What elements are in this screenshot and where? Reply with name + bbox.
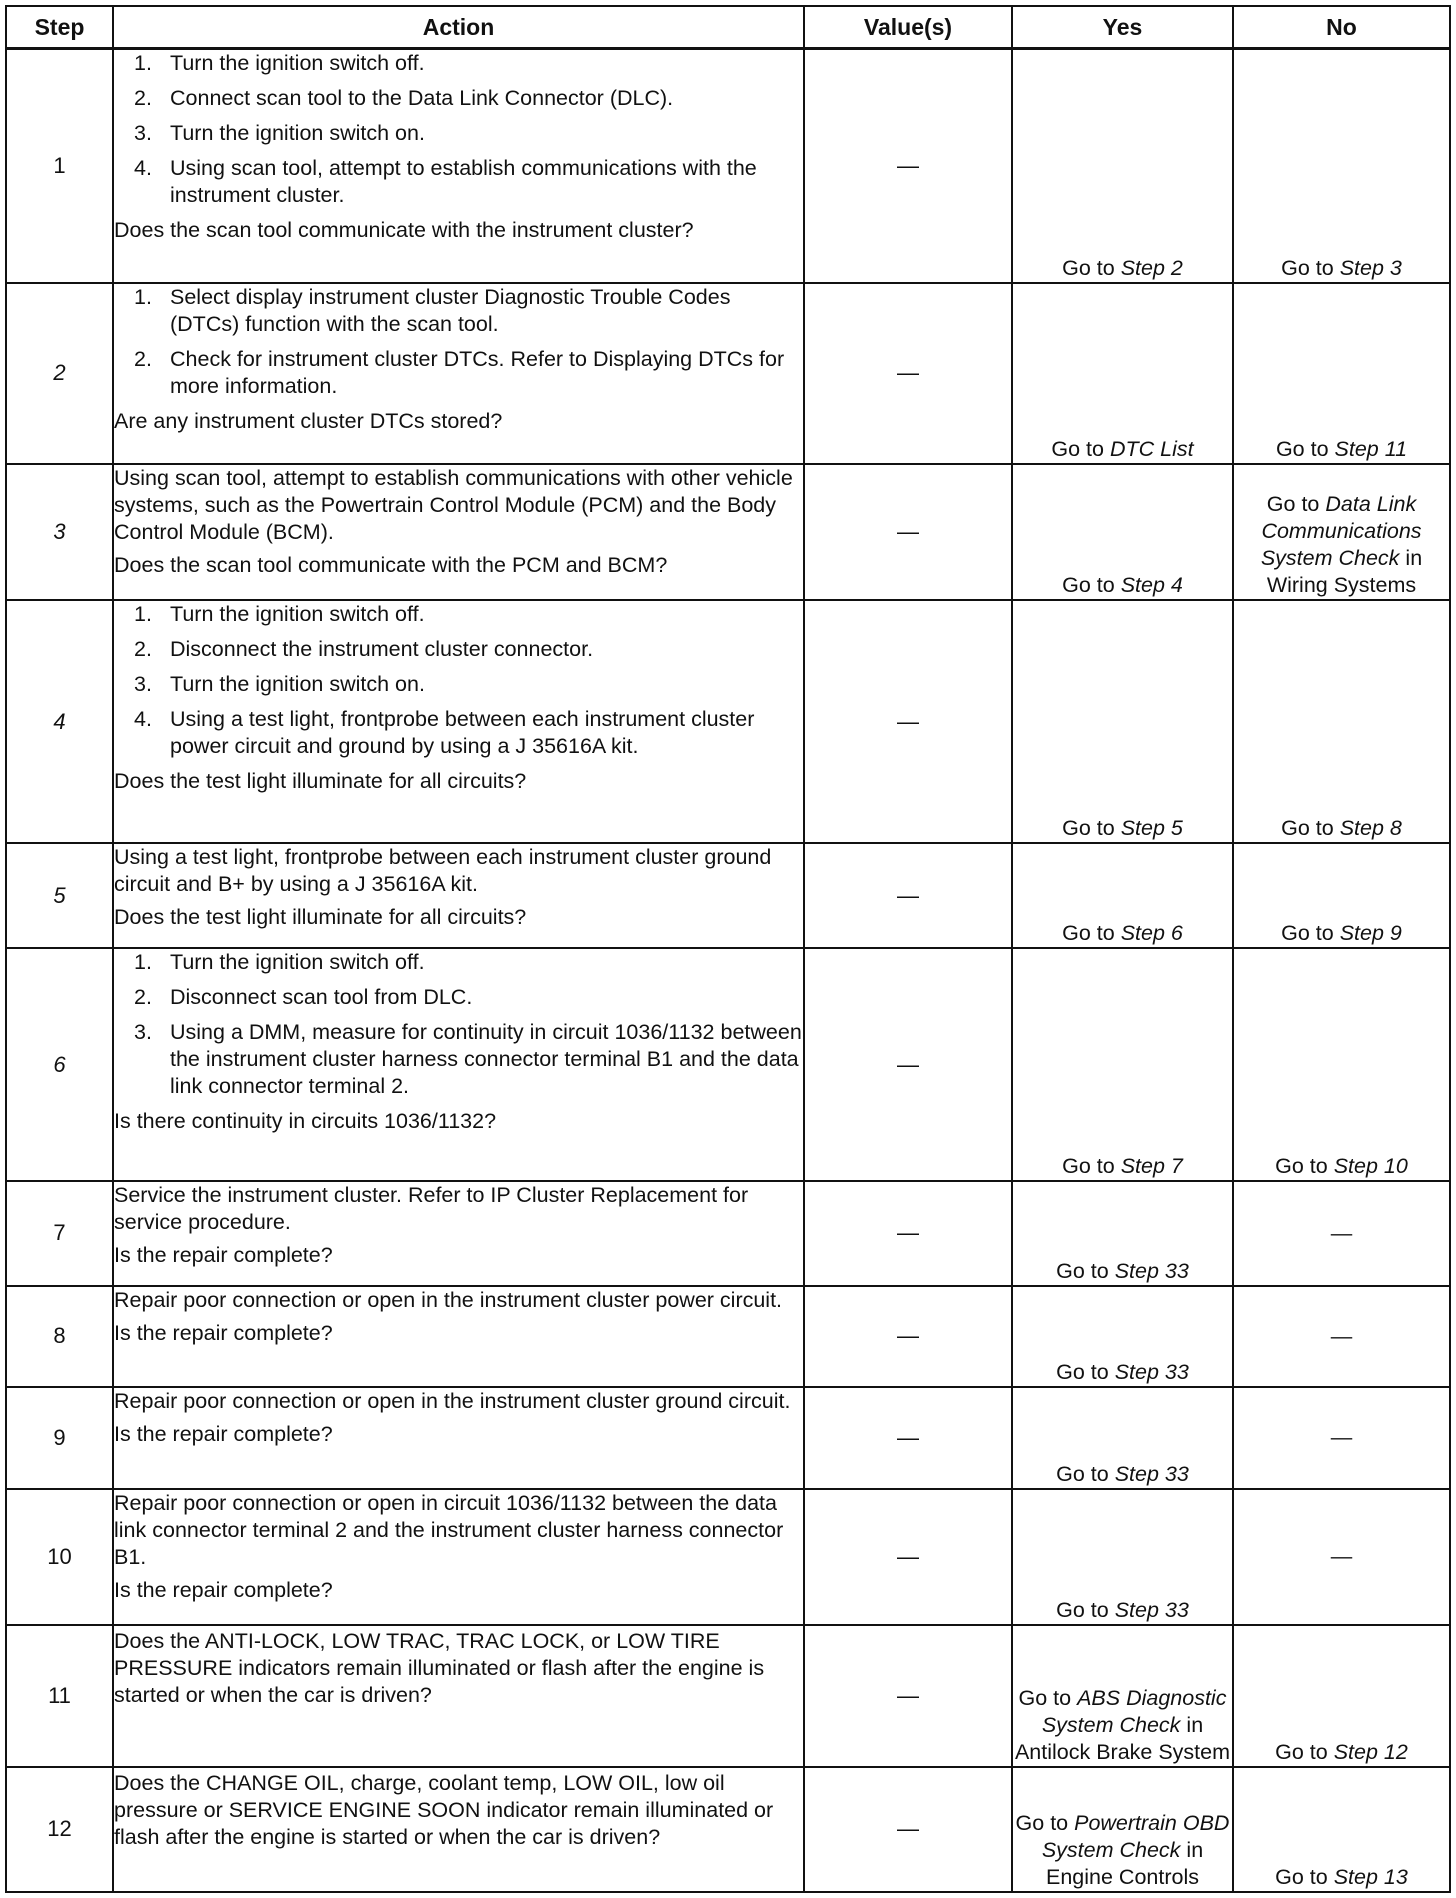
step-number: 8 [6, 1286, 113, 1387]
no-cell-target[interactable]: Step 9 [1339, 921, 1402, 946]
action-step-number: 1. [134, 51, 152, 75]
step-number: 6 [6, 948, 113, 1180]
action-question: Are any instrument cluster DTCs stored? [114, 409, 503, 434]
no-cell-prefix: Go to [1275, 1865, 1334, 1889]
action-question: Does the scan tool communicate with the instrument cluster? [114, 218, 694, 242]
action-step-number: 2. [134, 637, 152, 662]
action-step-text: Check for instrument cluster DTCs. Refer to Displaying DTCs for more information. [170, 347, 785, 399]
value-cell: — [804, 1625, 1012, 1767]
yes-cell-target[interactable]: DTC List [1109, 436, 1194, 461]
action-cell [113, 1489, 804, 1626]
action-step [114, 984, 803, 1011]
action-step-number: 2. [134, 347, 152, 372]
no-cell-prefix: Go to [1275, 1739, 1334, 1764]
action-step-number: 4. [134, 156, 152, 180]
yes-cell [1012, 843, 1233, 948]
yes-cell-target[interactable]: Step 5 [1120, 816, 1183, 841]
action-step [114, 706, 803, 760]
action-cell [113, 1387, 804, 1488]
no-cell: — [1233, 1489, 1450, 1626]
action-text: Repair poor connection or open in the instrument cluster ground circuit. [114, 1389, 791, 1414]
header-values: Value(s) [804, 6, 1012, 49]
yes-cell [1012, 1767, 1233, 1892]
no-cell: — [1233, 1181, 1450, 1286]
yes-cell-suffix: in Engine Controls [1046, 1838, 1204, 1889]
yes-cell-target[interactable]: Step 33 [1114, 1258, 1189, 1283]
step-number: 4 [6, 600, 113, 843]
no-cell-target[interactable]: Step 10 [1333, 1153, 1408, 1178]
action-step-text: Select display instrument cluster Diagnostic Trouble Codes (DTCs) function with the scan tool. [170, 285, 731, 337]
table-row [6, 1387, 1450, 1488]
value-cell: — [804, 1387, 1012, 1488]
action-step-text: Disconnect the instrument cluster connector. [170, 637, 594, 662]
yes-cell-target[interactable]: ABS Diagnostic System Check [1041, 1685, 1227, 1737]
header-no: No [1233, 6, 1450, 49]
action-step [114, 346, 803, 400]
table-row [6, 464, 1450, 601]
no-cell-target[interactable]: Step 12 [1333, 1739, 1408, 1764]
action-question: Does the CHANGE OIL, charge, coolant temp, LOW OIL, low oil pressure or SERVICE ENGINE SOON indicator remain illuminated or flash after the engine is started or when the car is driven? [114, 1770, 774, 1849]
step-number: 1 [6, 49, 113, 284]
yes-cell-prefix: Go to [1051, 436, 1110, 461]
action-step-number: 3. [134, 121, 152, 145]
yes-cell [1012, 1489, 1233, 1626]
action-step [114, 155, 803, 209]
no-cell-target[interactable]: Step 13 [1333, 1865, 1408, 1889]
no-cell [1233, 1767, 1450, 1892]
action-step [114, 636, 803, 663]
action-steps [114, 50, 803, 209]
no-cell-target[interactable]: Step 3 [1339, 256, 1402, 281]
action-question: Is there continuity in circuits 1036/1132? [114, 1109, 497, 1134]
action-step [114, 85, 803, 112]
header-step: Step [6, 6, 113, 49]
action-step-number: 4. [134, 707, 152, 732]
table-row [6, 49, 1450, 284]
no-cell-prefix: Go to [1281, 816, 1340, 841]
yes-cell [1012, 1387, 1233, 1488]
value-cell: — [804, 948, 1012, 1180]
action-step-text: Turn the ignition switch off. [170, 602, 425, 627]
no-cell-target[interactable]: Step 8 [1339, 816, 1402, 841]
yes-cell-prefix: Go to [1056, 1461, 1115, 1486]
action-step [114, 120, 803, 147]
yes-cell-prefix: Go to [1018, 1685, 1078, 1710]
yes-cell-target[interactable]: Step 2 [1120, 256, 1183, 281]
no-cell [1233, 600, 1450, 843]
yes-cell [1012, 1181, 1233, 1286]
action-cell [113, 1181, 804, 1286]
action-step-text: Turn the ignition switch on. [170, 121, 425, 145]
action-cell [113, 843, 804, 948]
action-step [114, 284, 803, 338]
no-cell-prefix: Go to [1275, 1153, 1334, 1178]
header-row [6, 6, 1450, 49]
action-question: Does the ANTI-LOCK, LOW TRAC, TRAC LOCK, or LOW TIRE PRESSURE indicators remain illuminated or flash after the engine is started or when the car is driven? [114, 1629, 765, 1708]
step-number: 12 [6, 1767, 113, 1892]
table-row [6, 1181, 1450, 1286]
value-cell: — [804, 600, 1012, 843]
yes-cell [1012, 1625, 1233, 1767]
action-cell [113, 1767, 804, 1892]
action-step-number: 1. [134, 285, 152, 310]
yes-cell-prefix: Go to [1062, 573, 1121, 598]
action-cell [113, 948, 804, 1180]
action-question: Does the scan tool communicate with the PCM and BCM? [114, 552, 668, 577]
table-body [6, 49, 1450, 1893]
no-cell [1233, 49, 1450, 284]
yes-cell-prefix: Go to [1056, 1258, 1115, 1283]
no-cell [1233, 843, 1450, 948]
action-step-number: 1. [134, 950, 152, 975]
yes-cell-target[interactable]: Step 6 [1120, 921, 1183, 946]
no-cell [1233, 464, 1450, 601]
yes-cell [1012, 1286, 1233, 1387]
step-number: 2 [6, 283, 113, 463]
action-question: Does the test light illuminate for all circuits? [114, 905, 527, 930]
table-row [6, 1767, 1450, 1892]
action-cell [113, 283, 804, 463]
yes-cell [1012, 464, 1233, 601]
action-steps [114, 284, 803, 400]
action-step-text: Using a test light, frontprobe between each instrument cluster power circuit and ground by using a J 35616A kit. [170, 707, 755, 759]
yes-cell-target[interactable]: Step 33 [1114, 1461, 1189, 1486]
action-cell [113, 49, 804, 284]
action-cell [113, 600, 804, 843]
action-cell [113, 1286, 804, 1387]
yes-cell-prefix: Go to [1062, 816, 1121, 841]
yes-cell-target[interactable]: Step 33 [1114, 1360, 1189, 1385]
yes-cell-target[interactable]: Step 4 [1120, 573, 1183, 598]
yes-cell [1012, 283, 1233, 463]
step-number: 11 [6, 1625, 113, 1767]
action-cell [113, 464, 804, 601]
table-row [6, 1489, 1450, 1626]
action-text: Repair poor connection or open in the instrument cluster power circuit. [114, 1287, 783, 1312]
action-question: Is the repair complete? [114, 1577, 333, 1602]
yes-cell-prefix: Go to [1056, 1598, 1115, 1623]
action-step-number: 3. [134, 672, 152, 697]
action-step [114, 1019, 803, 1100]
no-cell-prefix: Go to [1266, 492, 1326, 517]
value-cell: — [804, 1767, 1012, 1892]
no-cell-prefix: Go to [1275, 436, 1335, 461]
no-cell-prefix: Go to [1281, 256, 1340, 281]
yes-cell [1012, 49, 1233, 284]
action-question: Does the test light illuminate for all circuits? [114, 769, 527, 794]
action-step-number: 2. [134, 985, 152, 1010]
action-cell [113, 1625, 804, 1767]
value-cell: — [804, 1286, 1012, 1387]
table-row [6, 600, 1450, 843]
step-number: 10 [6, 1489, 113, 1626]
action-step-text: Disconnect scan tool from DLC. [170, 985, 473, 1010]
action-text: Repair poor connection or open in circuit 1036/1132 between the data link connector terminal 2 and the instrument cluster harness connector B1. [114, 1490, 784, 1569]
action-step [114, 50, 803, 77]
yes-cell-prefix: Go to [1062, 256, 1121, 281]
action-text: Using scan tool, attempt to establish communications with other vehicle systems, such as the Powertrain Control Module (PCM) and the Body Control Module (BCM). [114, 465, 793, 544]
value-cell: — [804, 464, 1012, 601]
action-step [114, 601, 803, 628]
value-cell: — [804, 49, 1012, 284]
action-step-text: Connect scan tool to the Data Link Connector (DLC). [170, 86, 674, 110]
action-question: Is the repair complete? [114, 1242, 333, 1267]
no-cell [1233, 948, 1450, 1180]
no-cell-target[interactable]: Step 11 [1334, 436, 1408, 461]
header-yes: Yes [1012, 6, 1233, 49]
yes-cell-target[interactable]: Powertrain OBD System Check [1041, 1811, 1230, 1862]
step-number: 5 [6, 843, 113, 948]
action-step-text: Using a DMM, measure for continuity in circuit 1036/1132 between the instrument cluster harness connector terminal B1 and the data link connector terminal 2. [170, 1020, 802, 1099]
step-number: 3 [6, 464, 113, 601]
table-row [6, 283, 1450, 463]
action-steps [114, 949, 803, 1100]
value-cell: — [804, 1181, 1012, 1286]
table-row [6, 948, 1450, 1180]
action-text: Service the instrument cluster. Refer to IP Cluster Replacement for service procedure. [114, 1182, 749, 1234]
yes-cell [1012, 948, 1233, 1180]
action-step-text: Using scan tool, attempt to establish communications with the instrument cluster. [170, 156, 757, 207]
yes-cell-prefix: Go to [1062, 1153, 1121, 1178]
action-steps [114, 601, 803, 760]
action-step [114, 671, 803, 698]
step-number: 9 [6, 1387, 113, 1488]
yes-cell-target[interactable]: Step 33 [1114, 1598, 1189, 1623]
action-question: Is the repair complete? [114, 1422, 333, 1447]
yes-cell-suffix: in Antilock Brake System [1014, 1712, 1231, 1764]
action-step-number: 1. [134, 602, 152, 627]
value-cell: — [804, 1489, 1012, 1626]
table-row [6, 1286, 1450, 1387]
no-cell-prefix: Go to [1281, 921, 1340, 946]
action-text: Using a test light, frontprobe between each instrument cluster ground circuit and B+ by using a J 35616A kit. [114, 845, 772, 897]
action-step-number: 3. [134, 1020, 152, 1045]
action-step-text: Turn the ignition switch off. [170, 950, 425, 975]
yes-cell-prefix: Go to [1062, 921, 1121, 946]
table-row [6, 843, 1450, 948]
yes-cell-prefix: Go to [1056, 1360, 1115, 1385]
step-number: 7 [6, 1181, 113, 1286]
no-cell [1233, 283, 1450, 463]
value-cell: — [804, 283, 1012, 463]
action-step-text: Turn the ignition switch on. [170, 672, 425, 697]
yes-cell [1012, 600, 1233, 843]
header-action: Action [113, 6, 804, 49]
action-step [114, 949, 803, 976]
table-row [6, 1625, 1450, 1767]
value-cell: — [804, 843, 1012, 948]
action-step-text: Turn the ignition switch off. [170, 51, 425, 75]
no-cell [1233, 1625, 1450, 1767]
no-cell-suffix: in Wiring Systems [1266, 546, 1423, 598]
no-cell-target[interactable]: Data Link Communications System Check [1260, 492, 1422, 571]
no-cell: — [1233, 1286, 1450, 1387]
no-cell: — [1233, 1387, 1450, 1488]
action-step-number: 2. [134, 86, 152, 110]
diagnostic-table [5, 5, 1451, 1893]
yes-cell-prefix: Go to [1015, 1811, 1075, 1835]
action-question: Is the repair complete? [114, 1320, 333, 1345]
yes-cell-target[interactable]: Step 7 [1120, 1153, 1183, 1178]
